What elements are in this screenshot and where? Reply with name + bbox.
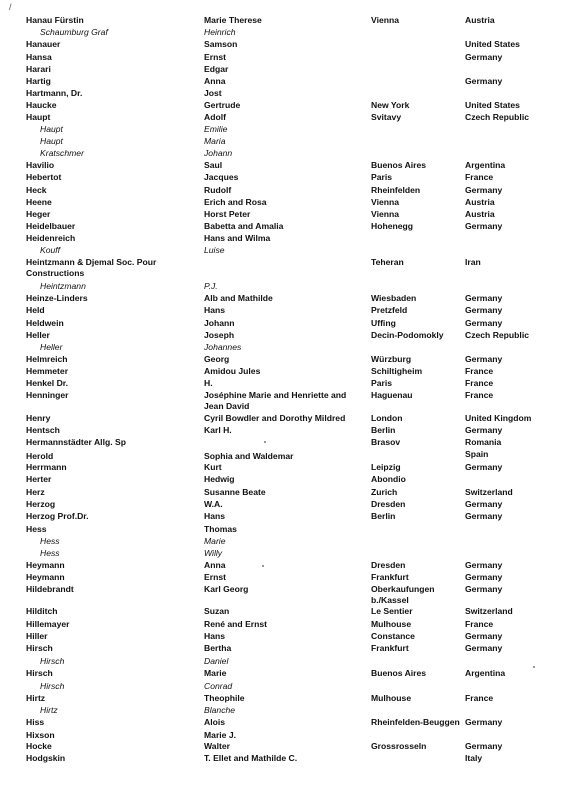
first-name-cell: Willy — [204, 548, 223, 558]
surname-cell: Hirsch — [26, 668, 53, 678]
first-name-cell: Hans — [204, 631, 226, 641]
surname-cell: Haupt — [40, 124, 63, 134]
surname-cell: Hermannstädter Allg. Sp — [26, 437, 126, 447]
first-name-cell: T. Ellet and Mathilde C. — [204, 753, 298, 763]
first-name-cell: Jost — [204, 88, 222, 98]
first-name-cell: Rudolf — [204, 185, 232, 195]
country-cell: United States — [465, 100, 520, 110]
country-cell: Germany — [465, 499, 503, 509]
surname-cell: Heldwein — [26, 318, 64, 328]
surname-cell: Heymann — [26, 560, 65, 570]
first-name-cell: Babetta and Amalia — [204, 221, 284, 231]
first-name-cell: Suzan — [204, 606, 230, 616]
city-cell: Abondio — [371, 474, 406, 484]
country-cell: Germany — [465, 425, 503, 435]
scan-speck — [533, 666, 535, 668]
surname-cell: Hirsch — [26, 643, 53, 653]
first-name-cell: Anna — [204, 560, 226, 570]
country-cell: Germany — [465, 293, 503, 303]
country-cell: Switzerland — [465, 487, 513, 497]
first-name-cell: Saul — [204, 160, 223, 170]
country-cell: France — [465, 366, 494, 376]
first-name-cell: Emilie — [204, 124, 228, 134]
first-name-cell: Georg — [204, 354, 230, 364]
first-name-cell: Hans and Wilma — [204, 233, 271, 243]
first-name-cell: Maria — [204, 136, 226, 146]
surname-cell: Heller — [40, 342, 63, 352]
country-cell: Austria — [465, 197, 495, 207]
city-cell: Berlin — [371, 425, 396, 435]
city-cell: Vienna — [371, 209, 400, 219]
surname-cell: Henry — [26, 413, 51, 423]
city-cell: Svitavy — [371, 112, 402, 122]
country-cell: Germany — [465, 643, 503, 653]
surname-cell: Henkel Dr. — [26, 378, 69, 388]
city-cell: New York — [371, 100, 410, 110]
surname-cell: Hanauer — [26, 39, 61, 49]
surname-cell: Kouff — [40, 245, 61, 255]
first-name-cell: Susanne Beate — [204, 487, 266, 497]
country-cell: United Kingdom — [465, 413, 532, 423]
first-name-cell: Hedwig — [204, 474, 235, 484]
first-name-cell: Bertha — [204, 643, 232, 653]
city-cell: Mulhouse — [371, 693, 412, 703]
surname-cell: Hess — [40, 548, 60, 558]
first-name-cell: P.J. — [204, 281, 218, 291]
surname-cell: Hartig — [26, 76, 51, 86]
city-cell: Frankfurt — [371, 572, 409, 582]
surname-cell: Heymann — [26, 572, 65, 582]
city-cell: Buenos Aires — [371, 160, 427, 170]
surname-cell: Herzog — [26, 499, 56, 509]
surname-cell: Heintzmann & Djemal Soc. Pour Constructions — [26, 257, 157, 278]
country-cell: France — [465, 378, 494, 388]
city-cell: Mulhouse — [371, 619, 412, 629]
surname-cell: Haupt — [26, 112, 51, 122]
surname-cell: Schaumburg Graf — [40, 27, 108, 37]
surname-cell: Heger — [26, 209, 51, 219]
country-cell: Germany — [465, 560, 503, 570]
surname-cell: Hess — [40, 536, 60, 546]
surname-cell: Hodgskin — [26, 753, 66, 763]
city-cell: Brasov — [371, 437, 401, 447]
country-cell: Spain — [465, 449, 489, 459]
first-name-cell: H. — [204, 378, 213, 388]
country-cell: Germany — [465, 462, 503, 472]
city-cell: Rheinfelden-Beuggen — [371, 717, 460, 727]
country-cell: Switzerland — [465, 606, 513, 616]
country-cell: Germany — [465, 76, 503, 86]
first-name-cell: Karl H. — [204, 425, 232, 435]
scan-speck — [264, 441, 266, 443]
surname-cell: Hilditch — [26, 606, 58, 616]
surname-cell: Havilio — [26, 160, 55, 170]
surname-cell: Hansa — [26, 52, 52, 62]
first-name-cell: W.A. — [204, 499, 223, 509]
country-cell: Czech Republic — [465, 112, 529, 122]
country-cell: Germany — [465, 354, 503, 364]
first-name-cell: Daniel — [204, 656, 229, 666]
country-cell: United States — [465, 39, 520, 49]
first-name-cell: Hans — [204, 305, 226, 315]
surname-cell: Hentsch — [26, 425, 60, 435]
first-name-cell: Thomas — [204, 524, 237, 534]
city-cell: Zurich — [371, 487, 398, 497]
first-name-cell: Alois — [204, 717, 226, 727]
first-name-cell: René and Ernst — [204, 619, 268, 629]
first-name-cell: Johann — [204, 318, 235, 328]
country-cell: France — [465, 390, 494, 400]
first-name-cell: Johannes — [204, 342, 242, 352]
country-cell: Germany — [465, 717, 503, 727]
surname-cell: Hess — [26, 524, 47, 534]
city-cell: Berlin — [371, 511, 396, 521]
surname-cell: Helmreich — [26, 354, 68, 364]
city-cell: Rheinfelden — [371, 185, 421, 195]
country-cell: Germany — [465, 584, 503, 594]
first-name-cell: Conrad — [204, 681, 233, 691]
first-name-cell: Gertrude — [204, 100, 241, 110]
surname-cell: Herter — [26, 474, 52, 484]
surname-cell: Heidenreich — [26, 233, 76, 243]
surname-cell: Heller — [26, 330, 50, 340]
country-cell: Iran — [465, 257, 481, 267]
scan-speck — [262, 565, 264, 567]
surname-cell: Kratschmer — [40, 148, 84, 158]
surname-cell: Hildebrandt — [26, 584, 74, 594]
country-cell: France — [465, 693, 494, 703]
first-name-cell: Luise — [204, 245, 225, 255]
first-name-cell: Joseph — [204, 330, 235, 340]
country-cell: Germany — [465, 305, 503, 315]
first-name-cell: Edgar — [204, 64, 229, 74]
city-cell: Vienna — [371, 197, 400, 207]
surname-cell: Hocke — [26, 741, 52, 751]
city-cell: Decin-Podomokly — [371, 330, 444, 340]
city-cell: Paris — [371, 172, 393, 182]
country-cell: Czech Republic — [465, 330, 529, 340]
first-name-cell: Adolf — [204, 112, 226, 122]
surname-cell: Hebertot — [26, 172, 62, 182]
city-cell: Leipzig — [371, 462, 401, 472]
surname-cell: Hirsch — [40, 681, 65, 691]
city-cell: Vienna — [371, 15, 400, 25]
surname-cell: Hixson — [26, 730, 55, 740]
surname-cell: Heene — [26, 197, 52, 207]
first-name-cell: Marie — [204, 668, 227, 678]
first-name-cell: Johann — [204, 148, 233, 158]
city-cell: Constance — [371, 631, 415, 641]
country-cell: Germany — [465, 221, 503, 231]
first-name-cell: Kurt — [204, 462, 222, 472]
city-cell: Dresden — [371, 560, 406, 570]
first-name-cell: Marie Therese — [204, 15, 262, 25]
city-cell: Wiesbaden — [371, 293, 417, 303]
city-cell: Pretzfeld — [371, 305, 408, 315]
surname-cell: Heck — [26, 185, 47, 195]
city-cell: Uffing — [371, 318, 396, 328]
first-name-cell: Hans — [204, 511, 226, 521]
first-name-cell: Samson — [204, 39, 238, 49]
country-cell: Romania — [465, 437, 502, 447]
surname-cell: Heintzmann — [40, 281, 86, 291]
city-cell: Haguenau — [371, 390, 413, 400]
surname-cell: Held — [26, 305, 45, 315]
surname-cell: Harari — [26, 64, 51, 74]
city-cell: Frankfurt — [371, 643, 409, 653]
country-cell: Austria — [465, 209, 495, 219]
city-cell: Schiltigheim — [371, 366, 423, 376]
first-name-cell: Theophile — [204, 693, 245, 703]
city-cell: Buenos Aires — [371, 668, 427, 678]
surname-cell: Herold — [26, 451, 54, 461]
first-name-cell: Horst Peter — [204, 209, 251, 219]
surname-cell: Haupt — [40, 136, 63, 146]
city-cell: Teheran — [371, 257, 404, 267]
surname-cell: Hillemayer — [26, 619, 70, 629]
surname-cell: Hiller — [26, 631, 48, 641]
city-cell: Dresden — [371, 499, 406, 509]
surname-cell: Hirtz — [40, 705, 58, 715]
surname-cell: Haucke — [26, 100, 57, 110]
city-cell: Würzburg — [371, 354, 412, 364]
country-cell: Austria — [465, 15, 495, 25]
country-cell: Germany — [465, 741, 503, 751]
country-cell: Germany — [465, 572, 503, 582]
first-name-cell: Ernst — [204, 52, 226, 62]
first-name-cell: Karl Georg — [204, 584, 249, 594]
first-name-cell: Blanche — [204, 705, 236, 715]
first-name-cell: Sophia and Waldemar — [204, 451, 294, 461]
country-cell: France — [465, 619, 494, 629]
surname-cell: Hemmeter — [26, 366, 69, 376]
first-name-cell: Heinrich — [204, 27, 236, 37]
first-name-cell: Alb and Mathilde — [204, 293, 273, 303]
first-name-cell: Ernst — [204, 572, 226, 582]
city-cell: London — [371, 413, 403, 423]
country-cell: Germany — [465, 52, 503, 62]
country-cell: Italy — [465, 753, 483, 763]
country-cell: Argentina — [465, 668, 506, 678]
first-name-cell: Erich and Rosa — [204, 197, 267, 207]
country-cell: Germany — [465, 511, 503, 521]
country-cell: Germany — [465, 185, 503, 195]
first-name-cell: Jacques — [204, 172, 239, 182]
surname-cell: Herzog Prof.Dr. — [26, 511, 89, 521]
country-cell: Argentina — [465, 160, 506, 170]
surname-cell: Henninger — [26, 390, 69, 400]
city-cell: Hohenegg — [371, 221, 414, 231]
first-name-cell: Amidou Jules — [204, 366, 261, 376]
country-cell: Germany — [465, 318, 503, 328]
surname-cell: Hirsch — [40, 656, 65, 666]
country-cell: Germany — [465, 631, 503, 641]
first-name-cell: Walter — [204, 741, 230, 751]
surname-cell: Hanau Fürstin — [26, 15, 84, 25]
city-cell: Grossrosseln — [371, 741, 427, 751]
city-cell: Paris — [371, 378, 393, 388]
first-name-cell: Cyril Bowdler and Dorothy Mildred — [204, 413, 346, 423]
city-cell: Oberkaufungen b./Kassel — [371, 584, 435, 605]
surname-cell: Heidelbauer — [26, 221, 76, 231]
scan-mark: / — [9, 2, 12, 12]
surname-cell: Hiss — [26, 717, 45, 727]
surname-cell: Herrmann — [26, 462, 67, 472]
surname-cell: Hirtz — [26, 693, 46, 703]
surname-cell: Heinze-Linders — [26, 293, 88, 303]
city-cell: Le Sentier — [371, 606, 413, 616]
first-name-cell: Joséphine Marie and Henriette and Jean David — [204, 390, 347, 411]
surname-cell: Hartmann, Dr. — [26, 88, 83, 98]
first-name-cell: Marie J. — [204, 730, 237, 740]
country-cell: France — [465, 172, 494, 182]
first-name-cell: Marie — [204, 536, 226, 546]
first-name-cell: Anna — [204, 76, 226, 86]
surname-cell: Herz — [26, 487, 45, 497]
